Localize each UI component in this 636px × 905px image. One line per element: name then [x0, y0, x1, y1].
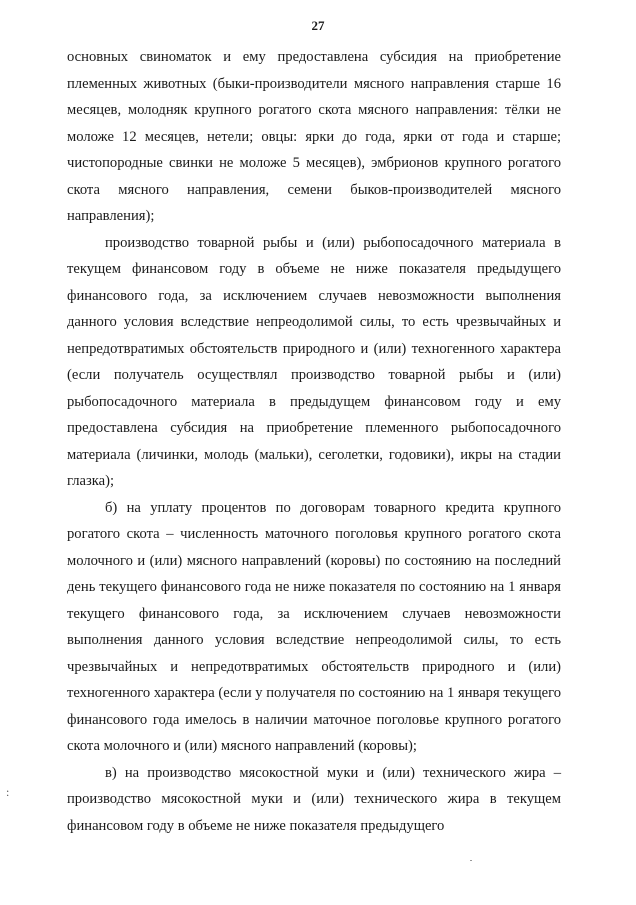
- page-number: 27: [311, 18, 325, 33]
- paragraph-cattle-credit: б) на уплату процентов по договорам товарного кредита крупного рогатого скота – численность маточного поголовья крупного рогатого скота молочного и (или) мясного направлений (коровы) по состоянию на последний день текущего финансового года не ниже показателя по состоянию на 1 января текущего финансового года, за исключением случаев невозможности выполнения данного условия вследствие непреодолимой силы, то есть чрезвычайных и непредотвратимых обстоятельств природного и (или) техногенного характера (если у получателя по состоянию на 1 января текущего финансового года имелось в наличии маточное поголовье крупного рогатого скота молочного и (или) мясного направлений (коровы);: [67, 499, 562, 754]
- margin-mark: :: [6, 785, 10, 799]
- paragraph-fish-production: производство товарной рыбы и (или) рыбопосадочного материала в текущем финансовом году в объеме не ниже показателя предыдущего финансового года, за исключением случаев невозможности выполнения данного условия вследствие непреодолимой силы, то есть чрезвычайных и непредотвратимых обстоятельств природного и (или) техногенного характера (если получатель осуществлял производство товарной рыбы и (или) рыбопосадочного материала в предыдущем финансовом году и ему предоставлена субсидия на приобретение племенного рыбопосадочного материала (личинки, молодь (мальки), сеголетки, годовики), икры на стадии глазка);: [67, 234, 561, 489]
- paragraph-livestock-continuation: основных свиноматок и ему предоставлена субсидия на приобретение племенных животных (быки-производители мясного направления старше 16 месяцев, молодняк крупного рогатого скота мясного направления: тёлки не моложе 12 месяцев, нетели; овцы: ярки до года, ярки от года и старше; чистопородные свинки не моложе 5 месяцев), эмбрионов крупного рогатого скота мясного направления, семени быков-производителей мясного направления);: [67, 49, 561, 224]
- paragraph-bone-meal: в) на производство мясокостной муки и (или) технического жира – производство мясокостной муки и (или) технического жира в текущем финансовом году в объеме не ниже показателя предыдущего: [67, 764, 561, 834]
- document-body: [67, 44, 561, 839]
- scan-speck: [470, 860, 472, 861]
